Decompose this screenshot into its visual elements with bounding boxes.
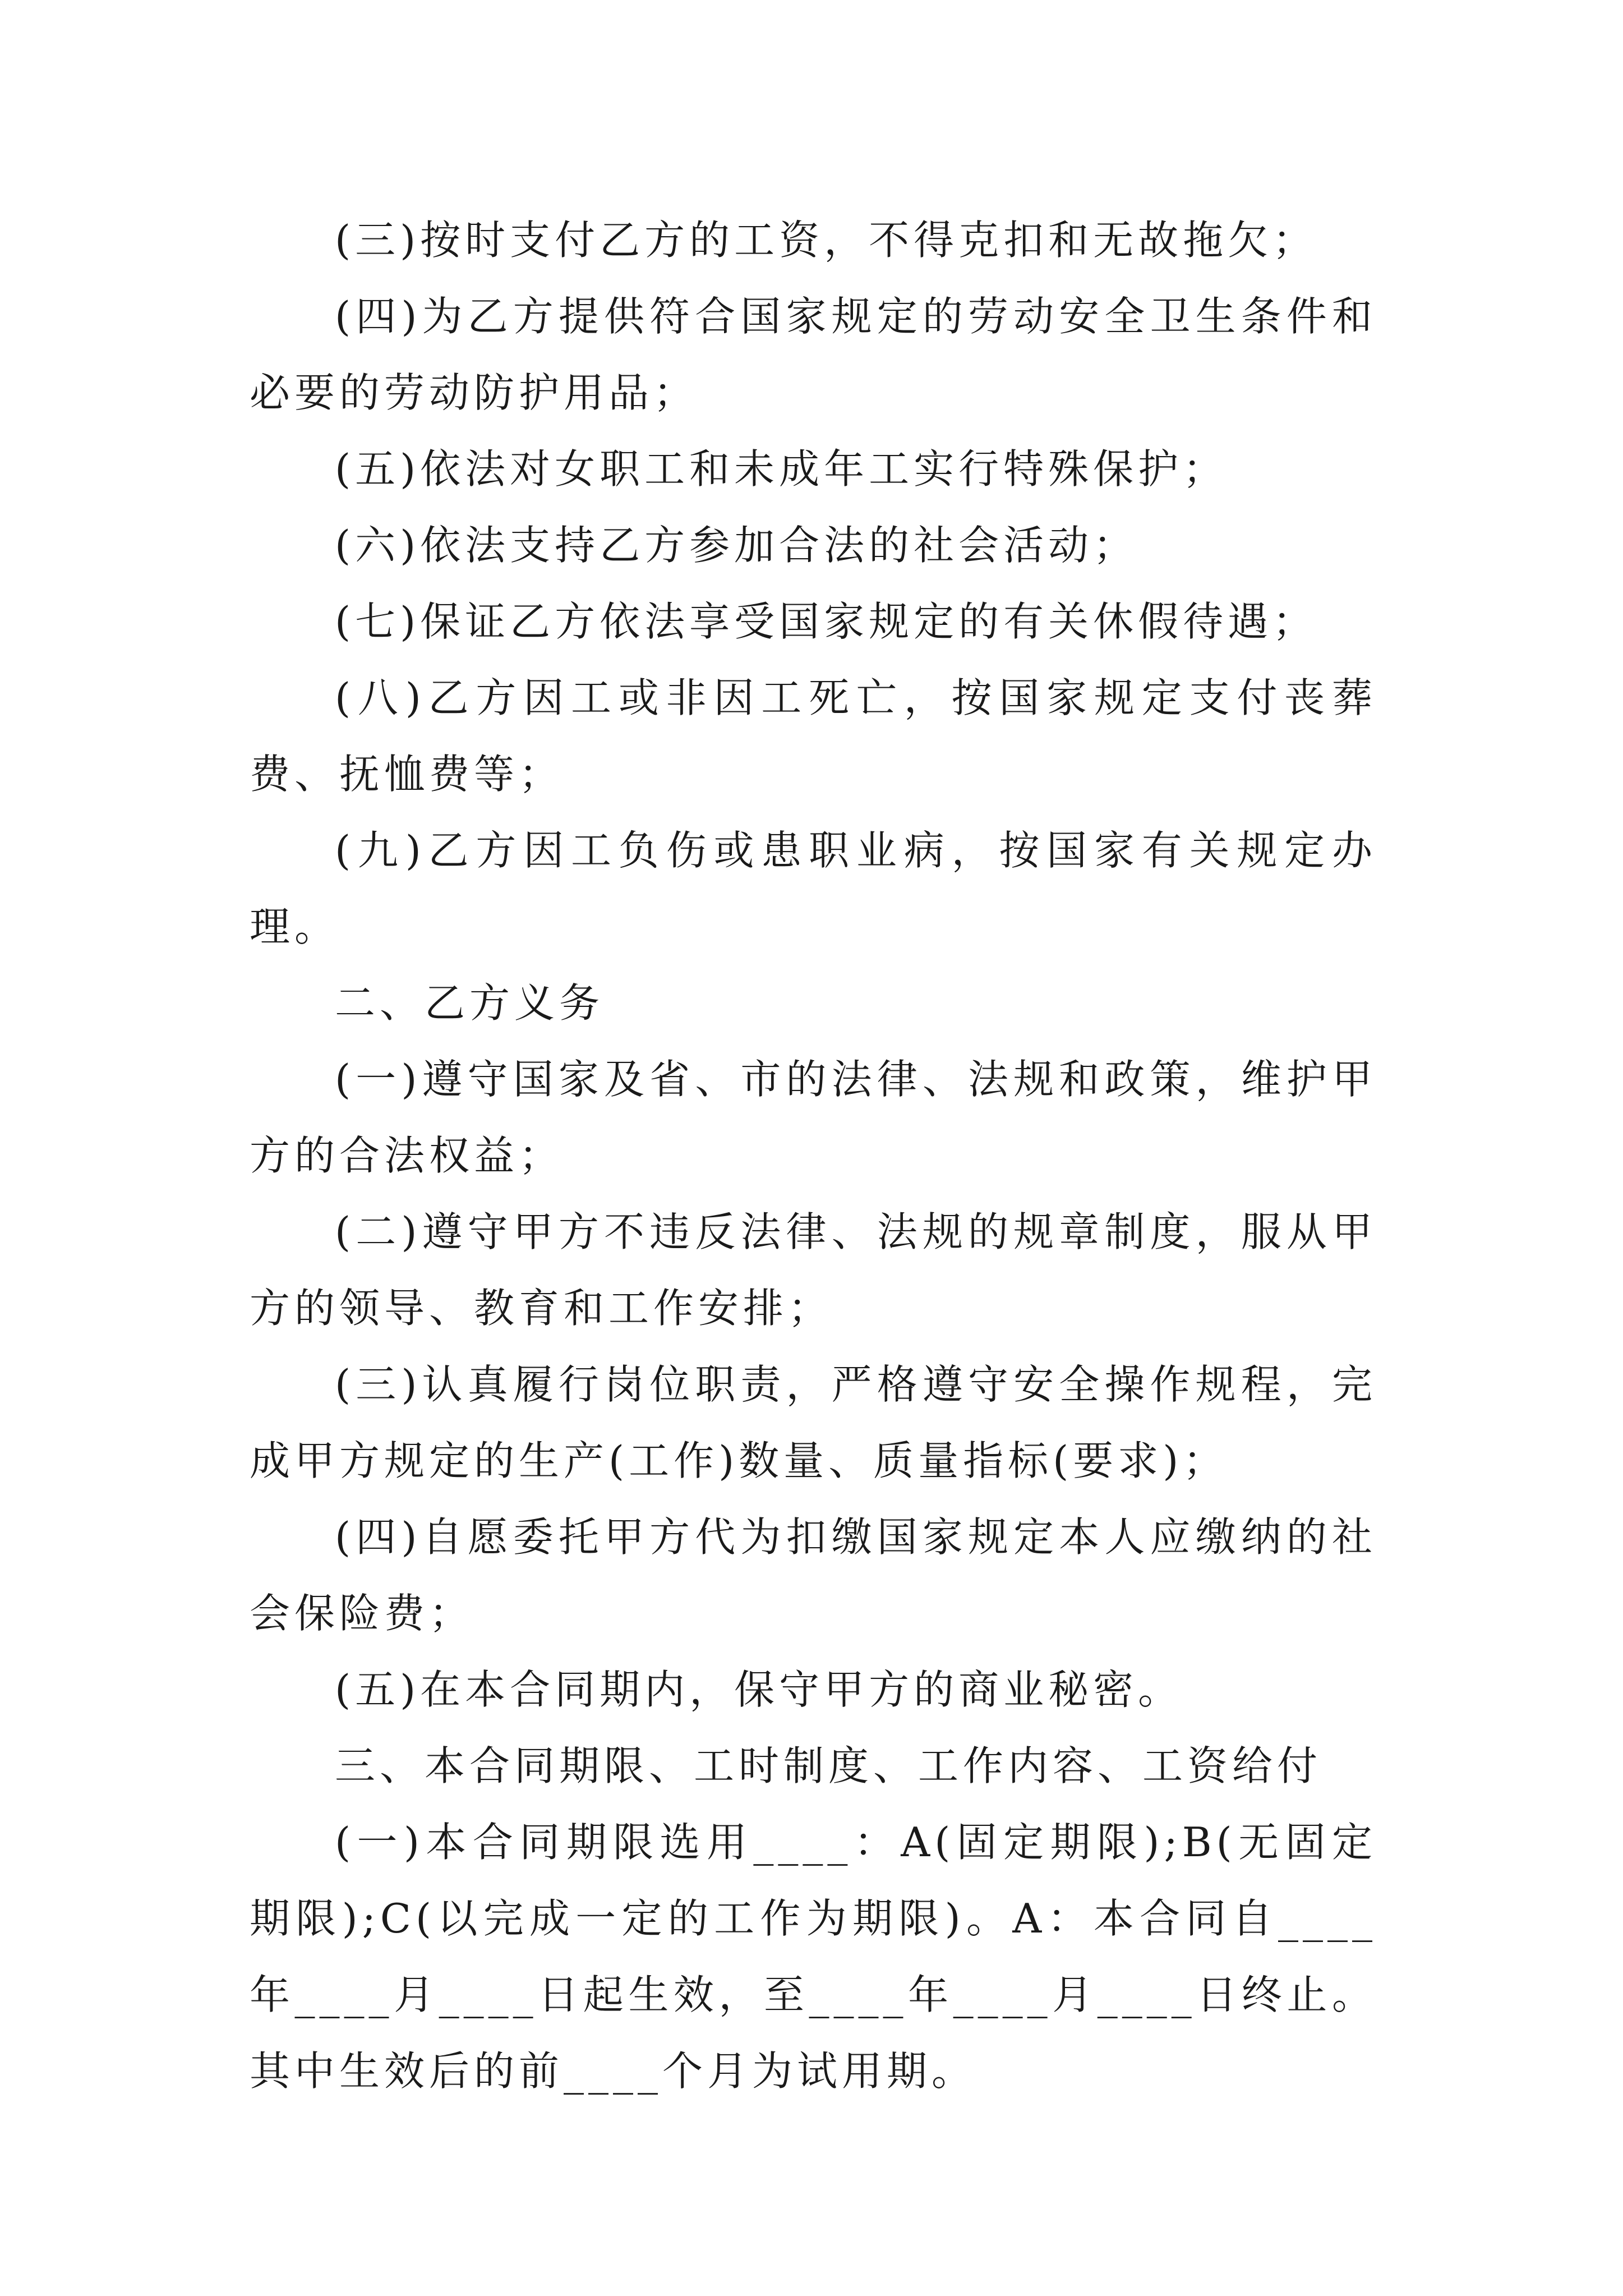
paragraph: (二)遵守甲方不违反法律、法规的规章制度，服从甲方的领导、教育和工作安排； xyxy=(250,1208,1377,1332)
paragraph: (八)乙方因工或非因工死亡，按国家规定支付丧葬费、抚恤费等； xyxy=(250,674,1377,798)
document-body xyxy=(250,202,1377,2109)
section-heading: 三、本合同期限、工时制度、工作内容、工资给付 xyxy=(335,1742,1322,1789)
paragraph: (一)遵守国家及省、市的法律、法规和政策，维护甲方的合法权益； xyxy=(250,1056,1377,1179)
paragraph: (九)乙方因工负伤或患职业病，按国家有关规定办理。 xyxy=(250,827,1377,950)
section-heading: 二、乙方义务 xyxy=(335,979,605,1027)
paragraph: (七)保证乙方依法享受国家规定的有关休假待遇； xyxy=(335,598,1318,645)
paragraph: (四)自愿委托甲方代为扣缴国家规定本人应缴纳的社会保险费； xyxy=(250,1513,1377,1637)
paragraph: (三)按时支付乙方的工资，不得克扣和无故拖欠； xyxy=(335,217,1318,264)
paragraph: (一)本合同期限选用____：A(固定期限);B(无固定期限);C(以完成一定的工作为期限)。A：本合同自____年____月____日起生效，至____年____月____日终止。其中生效后的前____个月为试用期。 xyxy=(250,1819,1377,2095)
paragraph: (六)依法支持乙方参加合法的社会活动； xyxy=(335,522,1138,569)
paragraph: (四)为乙方提供符合国家规定的劳动安全卫生条件和必要的劳动防护用品； xyxy=(250,293,1377,416)
paragraph: (五)在本合同期内，保守甲方的商业秘密。 xyxy=(335,1666,1183,1713)
paragraph: (三)认真履行岗位职责，严格遵守安全操作规程，完成甲方规定的生产(工作)数量、质量指标(要求)； xyxy=(250,1361,1377,1484)
paragraph: (五)依法对女职工和未成年工实行特殊保护； xyxy=(335,445,1228,493)
